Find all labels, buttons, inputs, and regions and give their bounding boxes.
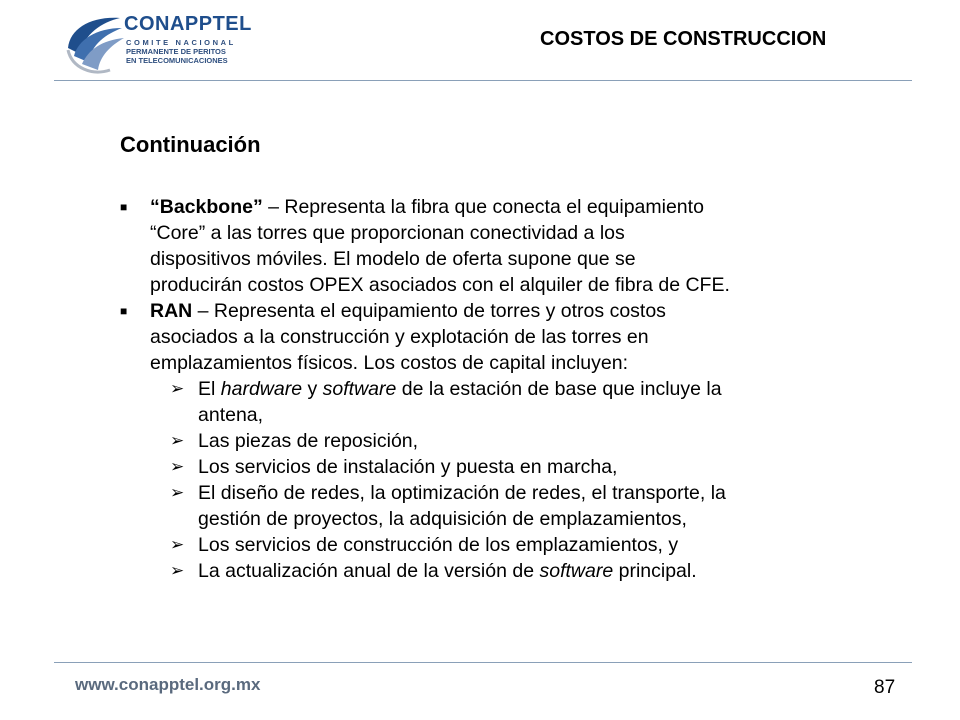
- bullet-ran: [120, 298, 880, 376]
- logo-subtitle-1: COMITE NACIONAL: [126, 38, 236, 47]
- bullet-line: producirán costos OPEX asociados con el alquiler de fibra de CFE.: [150, 274, 730, 296]
- footer-divider: [54, 662, 912, 663]
- subitem-actualizacion: ➢ La actualización anual de la versión de software principal.: [170, 560, 697, 582]
- subitem-construccion: ➢ Los servicios de construcción de los emplazamientos, y: [170, 534, 679, 556]
- logo-subtitle-2: PERMANENTE DE PERITOS: [126, 47, 226, 56]
- slide-heading: Continuación: [120, 132, 261, 157]
- slide-content: [120, 194, 880, 584]
- arrow-bullet-icon: ➢: [170, 483, 185, 502]
- bullet-line: RAN – Representa el equipamiento de torres y otros costos: [150, 300, 666, 322]
- subitem-instalacion: ➢ Los servicios de instalación y puesta en marcha,: [170, 456, 618, 478]
- bullet-line: “Core” a las torres que proporcionan conectividad a los: [150, 222, 625, 244]
- arrow-bullet-icon: ➢: [170, 431, 185, 450]
- arrow-bullet-icon: ➢: [170, 379, 185, 398]
- conapptel-logo: [62, 10, 272, 80]
- logo-subtitle-3: EN TELECOMUNICACIONES: [126, 56, 228, 65]
- logo-swoosh-icon: [62, 10, 132, 80]
- subitem-hardware: ➢ El hardware y software de la estación de base que incluye la antena,: [170, 378, 722, 426]
- bullet-line: asociados a la construcción y explotación de las torres en: [150, 326, 649, 348]
- square-bullet-icon: ■: [120, 200, 128, 214]
- bullet-term: RAN: [150, 300, 193, 322]
- square-bullet-icon: ■: [120, 304, 128, 318]
- bullet-line: dispositivos móviles. El modelo de oferta supone que se: [150, 248, 636, 270]
- bullet-line: “Backbone” – Representa la fibra que conecta el equipamiento: [150, 196, 704, 218]
- slide-header-title: COSTOS DE CONSTRUCCION: [540, 28, 827, 50]
- page-number: 87: [874, 677, 896, 698]
- bullet-line: emplazamientos físicos. Los costos de capital incluyen:: [150, 352, 628, 374]
- footer-url-link[interactable]: www.conapptel.org.mx: [75, 675, 261, 694]
- header-divider: [54, 80, 912, 81]
- logo-title: CONAPPTEL: [124, 13, 252, 35]
- arrow-bullet-icon: ➢: [170, 535, 185, 554]
- subitem-piezas: ➢ Las piezas de reposición,: [170, 430, 419, 452]
- bullet-backbone: [120, 194, 880, 298]
- subitem-diseno: ➢ El diseño de redes, la optimización de redes, el transporte, la gestión de proyectos, la adquisición de emplazamientos,: [170, 482, 726, 530]
- arrow-bullet-icon: ➢: [170, 561, 185, 580]
- arrow-bullet-icon: ➢: [170, 457, 185, 476]
- bullet-term: “Backbone”: [150, 196, 263, 218]
